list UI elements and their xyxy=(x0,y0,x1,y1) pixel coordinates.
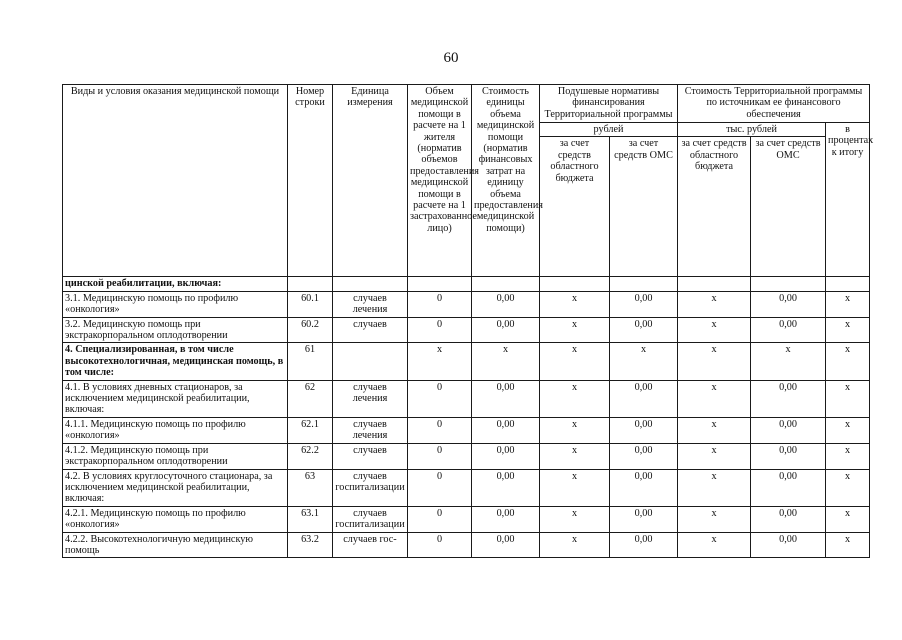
row-cost-budget: x xyxy=(678,532,751,558)
row-unit-cost: 0,00 xyxy=(472,380,540,417)
header-unit: Единица измерения xyxy=(333,85,408,277)
header-cost-oms xyxy=(751,137,826,277)
header-normatives-unit: рублей xyxy=(540,123,678,137)
row-unit-cost: x xyxy=(472,343,540,380)
row-name: 4.1.2. Медицинскую помощь при экстракорпоральном оплодотворении xyxy=(63,443,288,469)
row-percent: x xyxy=(826,469,870,506)
row-cost-budget: x xyxy=(678,417,751,443)
row-volume: 0 xyxy=(408,380,472,417)
row-cost-oms: 0,00 xyxy=(751,443,826,469)
header-cost-oms-text: средств ОМС xyxy=(776,138,821,161)
row-cost-budget: x xyxy=(678,506,751,532)
row-name: 4.2. В условиях круглосуточного стационара, за исключением медицинской реабилитации, включая: xyxy=(63,469,288,506)
row-volume: x xyxy=(408,343,472,380)
row-unit-cost: 0,00 xyxy=(472,317,540,343)
header-cost-unit: тыс. рублей xyxy=(678,123,826,137)
row-unit-cost: 0,00 xyxy=(472,532,540,558)
row-volume: 0 xyxy=(408,317,472,343)
row-normative-oms: 0,00 xyxy=(610,380,678,417)
row-name: 4.1.1. Медицинскую помощь по профилю «онкология» xyxy=(63,417,288,443)
row-unit: случаев госпитализации xyxy=(333,506,408,532)
row-name: 4.2.2. Высокотехнологичную медицинскую помощь xyxy=(63,532,288,558)
row-cost-oms: 0,00 xyxy=(751,380,826,417)
continuation-row xyxy=(63,277,870,291)
row-normative-oms: 0,00 xyxy=(610,291,678,317)
row-volume: 0 xyxy=(408,532,472,558)
row-volume: 0 xyxy=(408,469,472,506)
row-cost-oms: 0,00 xyxy=(751,506,826,532)
row-unit: случаев лечения xyxy=(333,291,408,317)
row-volume: 0 xyxy=(408,291,472,317)
page-number: 60 xyxy=(443,50,459,66)
row-name: 4. Специализированная, в том числе высокотехнологичная, медицинская помощь, в том числе: xyxy=(63,343,288,380)
row-volume: 0 xyxy=(408,443,472,469)
header-volume: Объем медицинской помощи в расчете на 1 жителя (норматив объемов предоставления медицинской помощи в расчете на 1 застрахованное лицо) xyxy=(408,85,472,277)
row-normative-budget: x xyxy=(540,380,610,417)
header-cost-oms-prefix: за счет xyxy=(755,138,785,150)
row-normative-budget: x xyxy=(540,469,610,506)
row-name: 4.1. В условиях дневных стационаров, за исключением медицинской реабилитации, включая: xyxy=(63,380,288,417)
row-number: 63 xyxy=(288,469,333,506)
table-body xyxy=(63,277,870,558)
row-number: 60.2 xyxy=(288,317,333,343)
row-normative-budget: x xyxy=(540,317,610,343)
row-normative-budget: x xyxy=(540,506,610,532)
row-cost-budget: x xyxy=(678,317,751,343)
table-row xyxy=(63,469,870,506)
table-row xyxy=(63,417,870,443)
row-cost-budget: x xyxy=(678,469,751,506)
header-normative-oms: за счет средств ОМС xyxy=(610,137,678,277)
row-normative-budget: x xyxy=(540,343,610,380)
row-unit: случаев лечения xyxy=(333,380,408,417)
header-cost-group: Стоимость Территориальной программы по источникам ее финансового обеспечения xyxy=(678,85,870,123)
row-cost-budget: x xyxy=(678,343,751,380)
row-percent: x xyxy=(826,443,870,469)
header-percent: в процентах к итогу xyxy=(826,123,870,277)
table-row xyxy=(63,506,870,532)
row-cost-oms: 0,00 xyxy=(751,291,826,317)
row-number: 63.2 xyxy=(288,532,333,558)
row-cost-budget: x xyxy=(678,380,751,417)
row-unit: случаев лечения xyxy=(333,417,408,443)
continuation-text: цинской реабилитации, включая: xyxy=(63,277,288,291)
row-normative-oms: 0,00 xyxy=(610,443,678,469)
row-number: 62 xyxy=(288,380,333,417)
row-percent: x xyxy=(826,343,870,380)
table-row xyxy=(63,343,870,380)
row-cost-budget: x xyxy=(678,443,751,469)
header-unit-cost: Стоимость единицы объема медицинской помощи (норматив финансовых затрат на единицу объема предоставления медицинской помощи) xyxy=(472,85,540,277)
table-row xyxy=(63,317,870,343)
row-normative-oms: 0,00 xyxy=(610,532,678,558)
row-unit-cost: 0,00 xyxy=(472,291,540,317)
row-normative-budget: x xyxy=(540,443,610,469)
row-percent: x xyxy=(826,291,870,317)
row-normative-oms: 0,00 xyxy=(610,317,678,343)
table-row xyxy=(63,532,870,558)
row-cost-oms: 0,00 xyxy=(751,469,826,506)
row-percent: x xyxy=(826,417,870,443)
row-normative-oms: 0,00 xyxy=(610,469,678,506)
row-number: 60.1 xyxy=(288,291,333,317)
row-normative-budget: x xyxy=(540,291,610,317)
row-number: 63.1 xyxy=(288,506,333,532)
row-unit-cost: 0,00 xyxy=(472,506,540,532)
header-care-type: Виды и условия оказания медицинской помощи xyxy=(63,85,288,277)
row-unit: случаев гос- xyxy=(333,532,408,558)
row-cost-oms: x xyxy=(751,343,826,380)
row-name: 3.2. Медицинскую помощь при экстракорпоральном оплодотворении xyxy=(63,317,288,343)
row-percent: x xyxy=(826,380,870,417)
row-percent: x xyxy=(826,532,870,558)
row-volume: 0 xyxy=(408,506,472,532)
header-row-number: Номер строки xyxy=(288,85,333,277)
row-percent: x xyxy=(826,506,870,532)
row-percent: x xyxy=(826,317,870,343)
row-unit-cost: 0,00 xyxy=(472,417,540,443)
row-name: 3.1. Медицинскую помощь по профилю «онкология» xyxy=(63,291,288,317)
table-header xyxy=(63,85,874,277)
header-normative-budget: за счет средств областного бюджета xyxy=(540,137,610,277)
row-unit: случаев госпитализации xyxy=(333,469,408,506)
row-unit: случаев xyxy=(333,443,408,469)
row-normative-oms: 0,00 xyxy=(610,417,678,443)
header-normatives-group: Подушевые нормативы финансирования Территориальной программы xyxy=(540,85,678,123)
table-row xyxy=(63,291,870,317)
row-cost-oms: 0,00 xyxy=(751,317,826,343)
row-normative-oms: x xyxy=(610,343,678,380)
row-number: 61 xyxy=(288,343,333,380)
header-cost-budget: за счет средств областного бюджета xyxy=(678,137,751,277)
row-cost-oms: 0,00 xyxy=(751,532,826,558)
row-cost-oms: 0,00 xyxy=(751,417,826,443)
row-unit-cost: 0,00 xyxy=(472,443,540,469)
row-normative-budget: x xyxy=(540,532,610,558)
table-row xyxy=(63,380,870,417)
row-number: 62.2 xyxy=(288,443,333,469)
row-unit-cost: 0,00 xyxy=(472,469,540,506)
row-cost-budget: x xyxy=(678,291,751,317)
row-number: 62.1 xyxy=(288,417,333,443)
table-row xyxy=(63,443,870,469)
row-unit: случаев xyxy=(333,317,408,343)
row-unit xyxy=(333,343,408,380)
row-normative-oms: 0,00 xyxy=(610,506,678,532)
row-volume: 0 xyxy=(408,417,472,443)
medical-care-cost-table xyxy=(62,84,874,558)
row-normative-budget: x xyxy=(540,417,610,443)
row-name: 4.2.1. Медицинскую помощь по профилю «онкология» xyxy=(63,506,288,532)
